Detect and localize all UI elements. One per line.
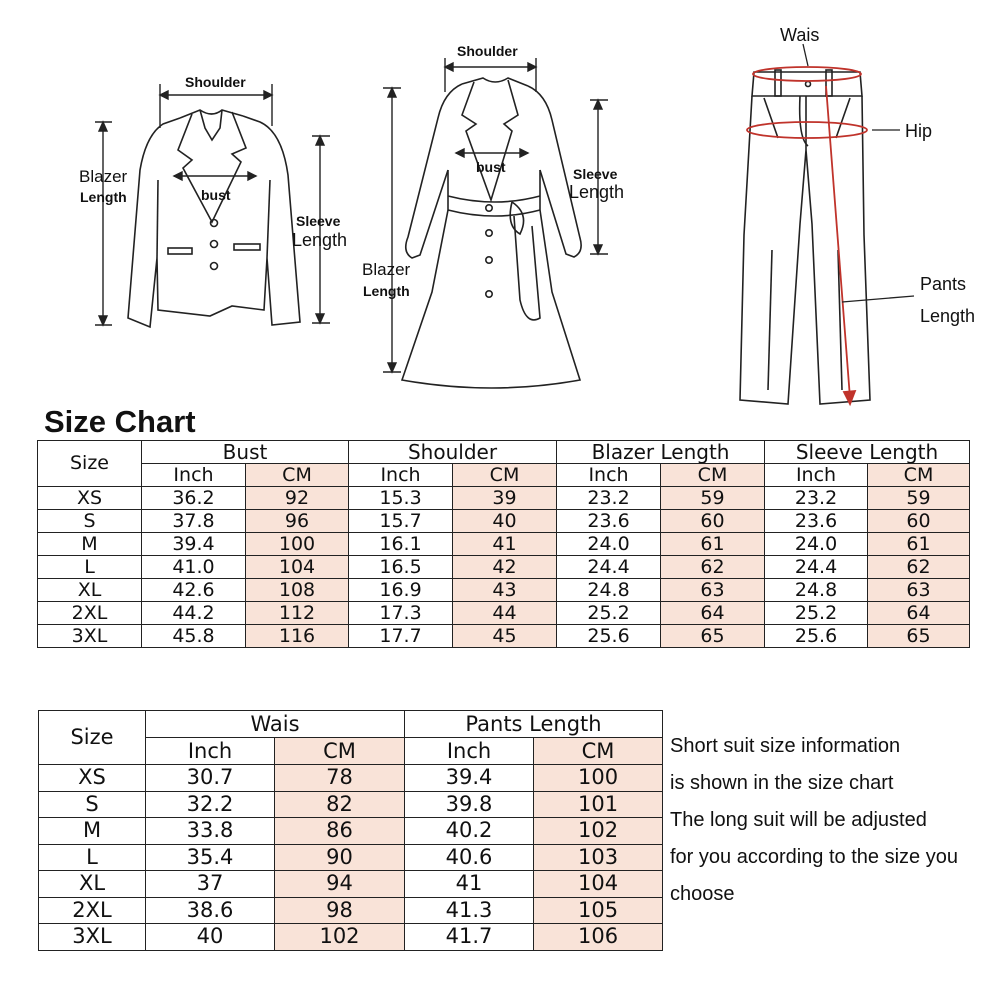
blazer-length-inch-cell: 24.0 xyxy=(557,533,661,556)
shoulder-inch-cell: 17.7 xyxy=(349,625,453,648)
coat-sleeve-label-line2: Length xyxy=(569,182,625,202)
bust-cm-cell: 108 xyxy=(246,579,349,602)
blazer-length-inch-cell: 25.2 xyxy=(557,602,661,625)
shoulder-cm-cell: 45 xyxy=(453,625,557,648)
waist-cm-header: CM xyxy=(275,738,405,765)
waist-cm-cell: 90 xyxy=(275,844,405,871)
sleeve-length-cm-header: CM xyxy=(868,464,970,487)
blazer-length-cm-cell: 65 xyxy=(661,625,765,648)
bust-group-header: Bust xyxy=(142,441,349,464)
pants-length-label-line1: Pants xyxy=(920,274,967,294)
size-cell: M xyxy=(39,818,146,845)
shoulder-cm-cell: 40 xyxy=(453,510,557,533)
size-note-line: for you according to the size you xyxy=(670,846,958,868)
pants-length-inch-cell: 39.8 xyxy=(405,791,534,818)
pants-length-inch-cell: 40.6 xyxy=(405,844,534,871)
pants-length-group-header: Pants Length xyxy=(405,711,663,738)
shoulder-inch-header: Inch xyxy=(349,464,453,487)
table-row xyxy=(39,871,663,898)
blazer-length-label-line1: Blazer xyxy=(79,167,128,186)
pants-length-cm-header: CM xyxy=(534,738,663,765)
blazer-length-cm-cell: 59 xyxy=(661,487,765,510)
sleeve-length-cm-cell: 65 xyxy=(868,625,970,648)
size-note-line: The long suit will be adjusted xyxy=(670,809,927,831)
shoulder-cm-header: CM xyxy=(453,464,557,487)
blazer-length-group-header: Blazer Length xyxy=(557,441,765,464)
sleeve-length-group-header: Sleeve Length xyxy=(765,441,970,464)
sleeve-length-cm-cell: 60 xyxy=(868,510,970,533)
size-note-line: choose xyxy=(670,883,735,905)
size-cell: XS xyxy=(39,765,146,792)
shoulder-cm-cell: 41 xyxy=(453,533,557,556)
pants-length-cm-cell: 101 xyxy=(534,791,663,818)
pants-length-cm-cell: 102 xyxy=(534,818,663,845)
pants-size-table xyxy=(38,710,663,951)
shoulder-cm-cell: 43 xyxy=(453,579,557,602)
shoulder-cm-cell: 39 xyxy=(453,487,557,510)
shoulder-inch-cell: 16.9 xyxy=(349,579,453,602)
waist-cm-cell: 78 xyxy=(275,765,405,792)
shoulder-inch-cell: 17.3 xyxy=(349,602,453,625)
bust-cm-cell: 100 xyxy=(246,533,349,556)
table-row xyxy=(38,556,970,579)
pants-length-inch-cell: 41 xyxy=(405,871,534,898)
table-row xyxy=(39,791,663,818)
shoulder-inch-cell: 16.1 xyxy=(349,533,453,556)
size-cell: XL xyxy=(38,579,142,602)
waist-group-header: Wais xyxy=(146,711,405,738)
pants-length-cm-cell: 103 xyxy=(534,844,663,871)
waist-inch-cell: 30.7 xyxy=(146,765,275,792)
waist-cm-cell: 94 xyxy=(275,871,405,898)
blazer-length-cm-cell: 62 xyxy=(661,556,765,579)
sleeve-length-inch-cell: 25.6 xyxy=(765,625,868,648)
table-row xyxy=(39,818,663,845)
bust-cm-header: CM xyxy=(246,464,349,487)
table-row xyxy=(39,924,663,951)
blazer-length-cm-cell: 64 xyxy=(661,602,765,625)
blazer-length-inch-cell: 24.8 xyxy=(557,579,661,602)
pants-length-inch-cell: 41.7 xyxy=(405,924,534,951)
blazer-sleeve-label-line1: Sleeve xyxy=(296,213,341,229)
blazer-length-inch-cell: 25.6 xyxy=(557,625,661,648)
table-row xyxy=(38,579,970,602)
blazer-shoulder-label: Shoulder xyxy=(185,74,246,90)
bust-cm-cell: 104 xyxy=(246,556,349,579)
bust-inch-cell: 36.2 xyxy=(142,487,246,510)
waist-inch-cell: 33.8 xyxy=(146,818,275,845)
size-note-line: Short suit size information xyxy=(670,735,901,757)
bust-inch-cell: 37.8 xyxy=(142,510,246,533)
waist-inch-cell: 37 xyxy=(146,871,275,898)
sleeve-length-inch-cell: 24.4 xyxy=(765,556,868,579)
size-cell: 2XL xyxy=(38,602,142,625)
pants-length-label-line2: Length xyxy=(920,306,976,326)
shoulder-inch-cell: 16.5 xyxy=(349,556,453,579)
waist-cm-cell: 102 xyxy=(275,924,405,951)
blazer-length-cm-cell: 63 xyxy=(661,579,765,602)
size-chart-title: Size Chart xyxy=(44,404,196,439)
table-row xyxy=(38,487,970,510)
blazer-length-cm-header: CM xyxy=(661,464,765,487)
blazer-length-inch-cell: 24.4 xyxy=(557,556,661,579)
bust-inch-cell: 39.4 xyxy=(142,533,246,556)
blazer-length-label-line2: Length xyxy=(80,189,127,205)
waist-cm-cell: 86 xyxy=(275,818,405,845)
shoulder-inch-cell: 15.3 xyxy=(349,487,453,510)
size-cell: S xyxy=(38,510,142,533)
bust-inch-cell: 44.2 xyxy=(142,602,246,625)
bust-inch-cell: 41.0 xyxy=(142,556,246,579)
pants-length-inch-header: Inch xyxy=(405,738,534,765)
blazer-length-inch-header: Inch xyxy=(557,464,661,487)
sleeve-length-cm-cell: 63 xyxy=(868,579,970,602)
bust-inch-header: Inch xyxy=(142,464,246,487)
pants-size-column-header: Size xyxy=(39,711,146,765)
waist-inch-header: Inch xyxy=(146,738,275,765)
blazer-bust-label: bust xyxy=(201,187,231,203)
sleeve-length-inch-cell: 24.8 xyxy=(765,579,868,602)
shoulder-inch-cell: 15.7 xyxy=(349,510,453,533)
size-cell: 2XL xyxy=(39,897,146,924)
shoulder-cm-cell: 42 xyxy=(453,556,557,579)
pants-length-inch-cell: 40.2 xyxy=(405,818,534,845)
shoulder-cm-cell: 44 xyxy=(453,602,557,625)
waist-inch-cell: 32.2 xyxy=(146,791,275,818)
pants-length-inch-cell: 41.3 xyxy=(405,897,534,924)
coat-length-label-line1: Blazer xyxy=(362,260,411,279)
size-note-line: is shown in the size chart xyxy=(670,772,894,794)
blazer-length-inch-cell: 23.2 xyxy=(557,487,661,510)
waist-inch-cell: 38.6 xyxy=(146,897,275,924)
sleeve-length-cm-cell: 61 xyxy=(868,533,970,556)
coat-sleeve-label-line1: Sleeve xyxy=(573,166,618,182)
sleeve-length-inch-cell: 24.0 xyxy=(765,533,868,556)
size-chart-table xyxy=(37,440,970,648)
sleeve-length-cm-cell: 64 xyxy=(868,602,970,625)
waist-cm-cell: 98 xyxy=(275,897,405,924)
blazer-length-cm-cell: 60 xyxy=(661,510,765,533)
coat-length-label-line2: Length xyxy=(363,283,410,299)
pants-length-inch-cell: 39.4 xyxy=(405,765,534,792)
sleeve-length-inch-header: Inch xyxy=(765,464,868,487)
size-cell: L xyxy=(38,556,142,579)
size-cell: 3XL xyxy=(38,625,142,648)
bust-cm-cell: 112 xyxy=(246,602,349,625)
shoulder-group-header: Shoulder xyxy=(349,441,557,464)
pants-hip-label: Hip xyxy=(905,121,933,141)
size-cell: S xyxy=(39,791,146,818)
pants-length-cm-cell: 100 xyxy=(534,765,663,792)
coat-shoulder-label: Shoulder xyxy=(457,43,518,59)
size-cell: L xyxy=(39,844,146,871)
waist-inch-cell: 35.4 xyxy=(146,844,275,871)
sleeve-length-inch-cell: 25.2 xyxy=(765,602,868,625)
size-cell: XS xyxy=(38,487,142,510)
coat-bust-label: bust xyxy=(476,159,506,175)
table-row xyxy=(38,625,970,648)
pants-waist-label: Wais xyxy=(780,25,820,45)
size-column-header: Size xyxy=(38,441,142,487)
bust-inch-cell: 42.6 xyxy=(142,579,246,602)
table-row xyxy=(39,765,663,792)
table-row xyxy=(39,844,663,871)
bust-cm-cell: 116 xyxy=(246,625,349,648)
bust-cm-cell: 96 xyxy=(246,510,349,533)
size-cell: M xyxy=(38,533,142,556)
table-row xyxy=(38,510,970,533)
sleeve-length-cm-cell: 62 xyxy=(868,556,970,579)
waist-inch-cell: 40 xyxy=(146,924,275,951)
bust-cm-cell: 92 xyxy=(246,487,349,510)
pants-length-cm-cell: 104 xyxy=(534,871,663,898)
blazer-length-cm-cell: 61 xyxy=(661,533,765,556)
bust-inch-cell: 45.8 xyxy=(142,625,246,648)
pants-length-cm-cell: 106 xyxy=(534,924,663,951)
size-cell: XL xyxy=(39,871,146,898)
table-row xyxy=(38,602,970,625)
table-row xyxy=(38,533,970,556)
pants-length-cm-cell: 105 xyxy=(534,897,663,924)
blazer-sleeve-label-line2: Length xyxy=(292,230,348,250)
sleeve-length-cm-cell: 59 xyxy=(868,487,970,510)
table-row xyxy=(39,897,663,924)
blazer-length-inch-cell: 23.6 xyxy=(557,510,661,533)
waist-cm-cell: 82 xyxy=(275,791,405,818)
sleeve-length-inch-cell: 23.6 xyxy=(765,510,868,533)
sleeve-length-inch-cell: 23.2 xyxy=(765,487,868,510)
size-cell: 3XL xyxy=(39,924,146,951)
